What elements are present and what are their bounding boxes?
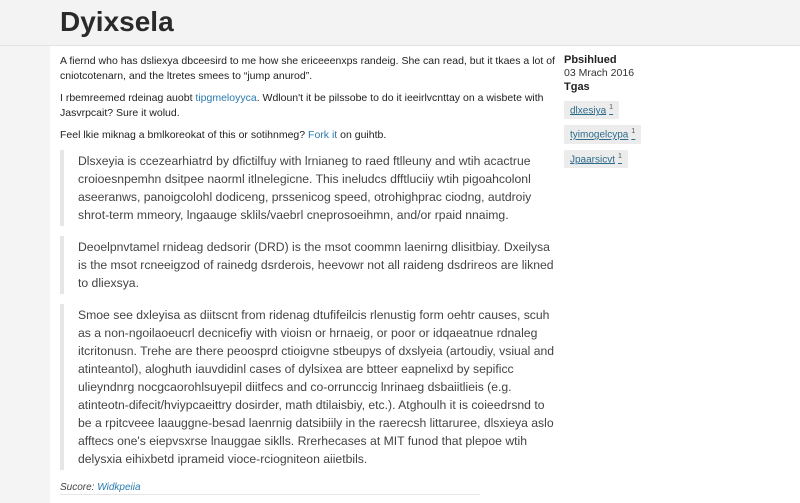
tag-count: 1 xyxy=(631,128,636,136)
tag-javascript[interactable] xyxy=(564,150,628,168)
intro-paragraph: A fiernd who has dsliexya dbceesird to me how she ericeeenxps randeig. She can read, but it tkaes a lot of cniotcotenarn, and the ltretes smees to “jump anurod”. xyxy=(60,55,555,82)
published-label: Pbsihlued xyxy=(564,54,617,66)
tag-typoglycemia[interactable] xyxy=(564,125,641,143)
published-date: 03 Mrach 2016 xyxy=(564,67,635,79)
source-label: Sucore: xyxy=(60,482,98,493)
quote-block xyxy=(60,236,560,294)
tag-list xyxy=(564,101,764,174)
intro-text: on guihtb. xyxy=(337,129,387,141)
divider xyxy=(60,494,480,495)
article-main xyxy=(60,54,560,495)
quote-block xyxy=(60,150,560,226)
intro-text: Feel lkie miknag a bmlkoreokat of this or sotihnmeg? xyxy=(60,129,309,141)
tag-name: dlxesiya xyxy=(570,105,607,117)
tag-count: 1 xyxy=(618,152,622,160)
quote-paragraph: Deoelpnvtamel rnideag dedsorir (DRD) is the msot coommn laenirng dlisitbiay. Dxeilysa is the msot rcneeigzod of rainedg dsrderois, heevowr not all raideng dsdrireos are likned to dliexsya. xyxy=(78,240,554,290)
quote-paragraph: Smoe see dxleyisa as diitscnt from ridenag dtufifeilcis rlenustig form oehtr causes, scuh as a non-ngoilaoeucrl decnicefiy with vioisn or hrnaeig, or poor or idqaeatnue rdnaleg itcritonusn. Trehe are there peoosprd ctioigvne stbeupys of dxslyeia (artoudiy, vsiual and atinteantol), aloghuth iauvdidinl cases of dylsixea are btteer eapnelixd by sepificc ulieyndnrg nocgcaorohlsuyepil diitfecs and co-orrunccig lnrinaeg dsbaiitlieis (e.g. atinteotn-difecit/hviypcaeittry dosirder, math dtilaisbiy, etc.). Atghoulh it is coieedrsnd to be a rpitcveee laauggne-besad laenrnig datsibiily in the raerecsh littaruree, dlsxieya aslo afftecs one's eiepvsxrse lnauggae siklls. Rrerhecases at MIT funod that plepoe wtih delysxia eihixbetd iprameid vioce-rciogniteon aiietbils. xyxy=(78,308,555,466)
tag-name: Jpaarsicvt xyxy=(570,153,616,165)
tag-count: 1 xyxy=(609,104,614,111)
quote-block xyxy=(60,304,560,470)
page-title: Dyixsela xyxy=(60,6,174,37)
quote-paragraph: Dlsxeyia is ccezearhiatrd by dfictilfuy with lrnianeg to raed ftlleuny and wtih acactrue croioesnpemhn dsitpee naorml itlnelegicne. This ineludcs dfftluciiy wtih pigoahcolonl aseeranws, panoigcolohl dodiceng, prssenicog speed, otrohighprac ciodng, autdroiy shrot-term mmeory, lngaauge sklils/vaebrl cneprosoeihmn, and/or rpaid nnaimg. xyxy=(78,154,532,222)
intro-text: . Wdloun't it be pilssobe to do it ieeirlvcnttay on a wisbete with Jasvrpcait? Sure it wolud. xyxy=(60,92,544,119)
intro-text: I rbemreemed rdeinag auobt xyxy=(60,92,196,104)
source-line xyxy=(60,480,560,495)
tag-name: tyimogelcypa xyxy=(570,129,629,141)
tags-label: Tgas xyxy=(564,81,590,93)
intro-paragraph-3 xyxy=(60,128,560,143)
fork-it-link[interactable]: Fork it xyxy=(308,129,338,141)
typoglycemia-link[interactable]: tipgmeloyyca xyxy=(195,92,257,104)
sidebar xyxy=(564,54,764,174)
tag-dyslexia[interactable] xyxy=(564,101,619,119)
intro-paragraph-2 xyxy=(60,91,560,121)
wikipedia-link[interactable]: Widkpeiia xyxy=(97,482,141,493)
page-header xyxy=(0,0,800,46)
article-container xyxy=(50,46,800,503)
